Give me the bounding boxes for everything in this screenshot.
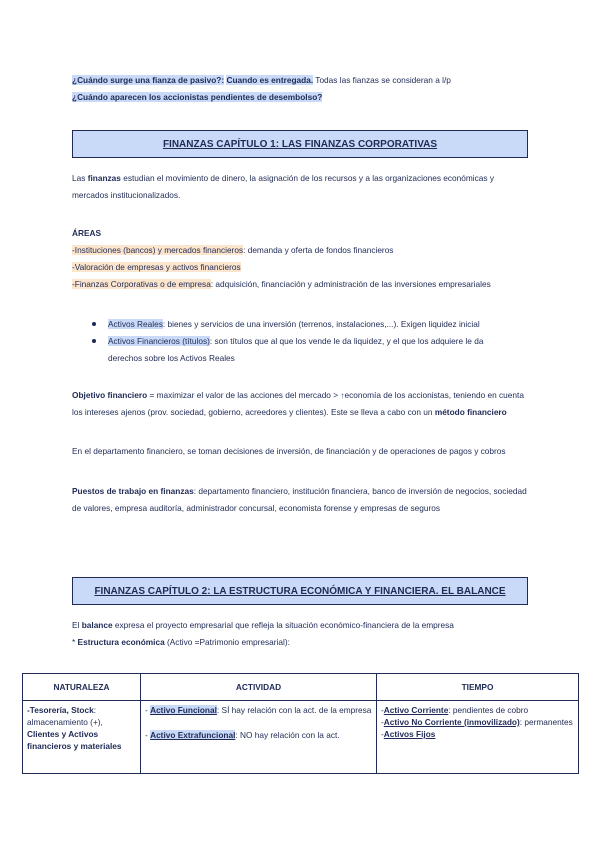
- area-item: [72, 261, 241, 274]
- naturaleza-line: financieros y materiales: [27, 741, 122, 751]
- tiempo-text: : pendientes de cobro: [448, 705, 529, 715]
- answer-fianza-rest: Todas las fianzas se consideran a l/p: [315, 75, 451, 85]
- tiempo-text: : permanentes: [519, 717, 573, 727]
- actividad-prefix: -: [145, 730, 151, 740]
- tiempo-label: Activo Corriente: [383, 705, 449, 715]
- balance-bold: balance: [81, 620, 113, 630]
- intro-bold: finanzas: [87, 173, 121, 183]
- bullet-text: : bienes y servicios de una inversión (terrenos, instalaciones,...). Exigen liquidez inicial: [162, 319, 480, 329]
- tiempo-label: Activo No Corriente (inmovilizado): [383, 717, 520, 727]
- list-item: [92, 333, 512, 367]
- area-label: -Instituciones (bancos) y mercados financieros: [72, 245, 244, 255]
- objetivo-bold: Objetivo financiero: [72, 390, 148, 400]
- cell-naturaleza: [23, 701, 141, 774]
- chapter2-heading: FINANZAS CAPÍTULO 2: LA ESTRUCTURA ECONÓMICA Y FINANCIERA. EL BALANCE: [72, 577, 528, 605]
- actividad-text: : NO hay relación con la act.: [235, 730, 340, 740]
- objetivo-bold2: método financiero: [434, 407, 507, 417]
- answer-fianza-bold: Cuando es entregada.: [226, 75, 314, 85]
- puestos-paragraph: [72, 483, 532, 517]
- table-row: [23, 701, 579, 774]
- tiempo-item: [381, 716, 574, 728]
- naturaleza-rest: :: [93, 705, 97, 715]
- chapter1-intro: [72, 170, 532, 204]
- estructura-rest: (Activo =Patrimonio empresarial):: [164, 637, 290, 647]
- tiempo-prefix: -: [381, 729, 384, 739]
- list-item: [92, 316, 512, 333]
- areas-title: ÁREAS: [72, 228, 102, 238]
- actividad-item: [145, 704, 372, 716]
- puestos-text: : departamento financiero, institución financiera, banco de inversión de negocios, sociedad de valores, empresa auditoría, administrador concursal, economista forense y empresas de seguros: [72, 486, 527, 513]
- actividad-label: Activo Funcional: [150, 705, 217, 715]
- intro-rest: estudian el movimiento de dinero, la asignación de los recursos y a las organizaciones económicas y mercados institucionalizados.: [72, 173, 495, 200]
- tiempo-label: Activos Fijos: [383, 729, 436, 739]
- area-item: [72, 244, 393, 257]
- departamento-paragraph: En el departamento financiero, se toman decisiones de inversión, de financiación y de operaciones de pagos y cobros: [72, 446, 506, 456]
- area-label: -Valoración de empresas y activos financieros: [72, 262, 241, 272]
- naturaleza-line: Clientes y Activos: [27, 729, 99, 739]
- header-naturaleza: NATURALEZA: [23, 674, 141, 701]
- tiempo-prefix: -: [381, 705, 384, 715]
- cell-tiempo: [377, 701, 579, 774]
- naturaleza-bold: -Tesorería, Stock: [27, 705, 94, 715]
- balance-rest: expresa el proyecto empresarial que refleja la situación económico-financiera de la empresa: [114, 620, 454, 630]
- tiempo-item: [381, 704, 574, 716]
- question-accionistas-line: [72, 91, 322, 104]
- actividad-label: Activo Extrafuncional: [150, 730, 236, 740]
- header-tiempo: TIEMPO: [377, 674, 579, 701]
- naturaleza-line: almacenamiento (+),: [27, 717, 103, 727]
- objetivo-text: = maximizar el valor de las acciones del mercado > ↑economía de los accionistas, teniendo en cuenta los intereses ajenos (prov. sociedad, gobierno, acreedores y clientes). Este se lleva a cabo con un: [72, 390, 524, 417]
- balance-paragraph: [72, 619, 454, 632]
- question-accionistas: ¿Cuándo aparecen los accionistas pendientes de desembolso?: [72, 92, 323, 102]
- cell-actividad: [141, 701, 377, 774]
- tiempo-prefix: -: [381, 717, 384, 727]
- estructura-table: [22, 673, 579, 774]
- bullet-text: : son títulos que al que los vende le da liquidez, y el que los adquiere le da derechos sobre los Activos Reales: [108, 336, 484, 363]
- bullet-icon: [92, 339, 96, 343]
- objetivo-paragraph: [72, 387, 532, 421]
- intro-pre: Las: [72, 173, 86, 183]
- bullet-label: Activos Financieros (títulos): [108, 336, 210, 346]
- balance-pre: El: [72, 620, 80, 630]
- chapter1-heading: FINANZAS CAPÍTULO 1: LAS FINANZAS CORPORATIVAS: [72, 130, 528, 158]
- actividad-item: [145, 729, 372, 741]
- bullet-icon: [92, 322, 96, 326]
- estructura-pre: *: [72, 637, 78, 647]
- area-text: : demanda y oferta de fondos financieros: [243, 245, 394, 255]
- question-fianza-line: [72, 74, 451, 87]
- naturaleza-line: [27, 704, 136, 716]
- bullet-label: Activos Reales: [108, 319, 163, 329]
- activos-list: [92, 316, 512, 367]
- area-item: [72, 278, 491, 291]
- area-label: -Finanzas Corporativas o de empresa: [72, 279, 211, 289]
- tiempo-item: [381, 728, 574, 740]
- actividad-prefix: -: [145, 705, 151, 715]
- table-header-row: [23, 674, 579, 701]
- actividad-text: : SÍ hay relación con la act. de la empresa: [216, 705, 372, 715]
- question-fianza: ¿Cuándo surge una fianza de pasivo?:: [72, 75, 225, 85]
- puestos-bold: Puestos de trabajo en finanzas: [72, 486, 194, 496]
- header-actividad: ACTIVIDAD: [141, 674, 377, 701]
- estructura-bold: Estructura económica: [77, 637, 165, 647]
- estructura-line: [72, 636, 290, 649]
- area-text: : adquisición, financiación y administración de las inversiones empresariales: [210, 279, 491, 289]
